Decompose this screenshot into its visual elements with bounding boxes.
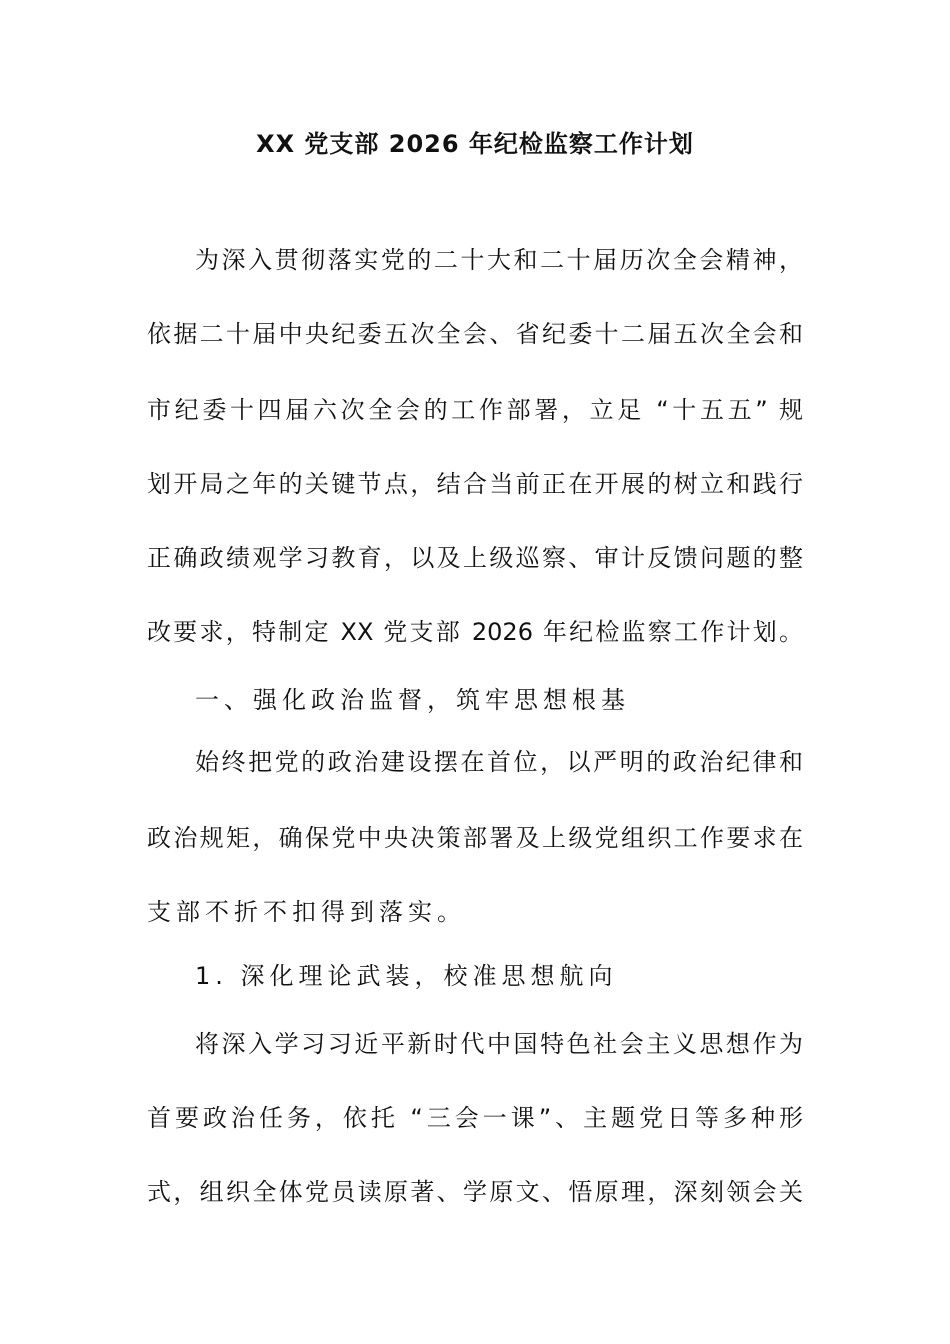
subsection-heading: 1. 深化理论武装，校准思想航向	[195, 962, 618, 990]
paragraph-line: 首要政治任务，依托 “三会一课”、主题党日等多种形	[147, 1104, 803, 1132]
paragraph-line: 划开局之年的关键节点，结合当前正在开展的树立和践行	[147, 470, 803, 498]
paragraph-line: 改要求，特制定 XX 党支部 2026 年纪检监察工作计划。	[147, 618, 803, 646]
paragraph-line: 式，组织全体党员读原著、学原文、悟原理，深刻领会关	[147, 1178, 803, 1206]
paragraph-line: 市纪委十四届六次全会的工作部署，立足 “十五五” 规	[147, 396, 803, 424]
paragraph-line: 始终把党的政治建设摆在首位，以严明的政治纪律和	[195, 748, 803, 776]
paragraph-line: 依据二十届中央纪委五次全会、省纪委十二届五次全会和	[147, 320, 803, 348]
paragraph-line: 正确政绩观学习教育，以及上级巡察、审计反馈问题的整	[147, 544, 803, 572]
paragraph-line: 将深入学习习近平新时代中国特色社会主义思想作为	[195, 1030, 803, 1058]
paragraph-line: 支部不折不扣得到落实。	[147, 898, 466, 926]
paragraph-line: 政治规矩，确保党中央决策部署及上级党组织工作要求在	[147, 824, 803, 852]
section-heading: 一、强化政治监督，筑牢思想根基	[195, 686, 630, 714]
paragraph-line: 为深入贯彻落实党的二十大和二十届历次全会精神，	[195, 246, 803, 274]
document-title: XX 党支部 2026 年纪检监察工作计划	[256, 130, 694, 158]
